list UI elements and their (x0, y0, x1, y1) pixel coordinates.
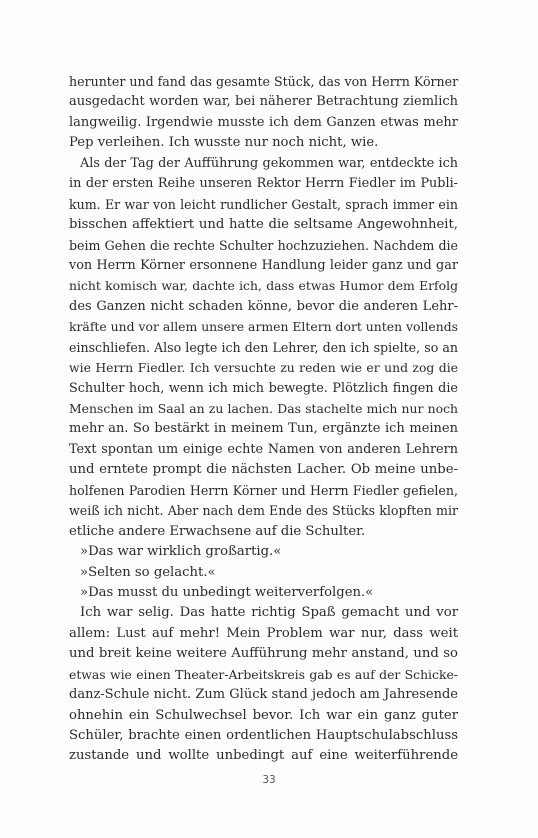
text-line: beim Gehen die rechte Schulter hochzuziehen. Nachdem die (69, 237, 458, 253)
text-line: kräfte und vor allem unsere armen Eltern dort unten vollends (69, 319, 458, 335)
text-line: Ich war selig. Das hatte richtig Spaß gemacht und vor (80, 605, 458, 621)
page-number: 33 (262, 774, 276, 786)
text-line: Schüler, brachte einen ordentlichen Hauptschulabschluss (69, 728, 458, 743)
text-line: einschliefen. Also legte ich den Lehrer, den ich spielte, so an (69, 339, 458, 355)
text-line: holfenen Parodien Herrn Körner und Herrn Fiedler gefielen, (69, 482, 458, 498)
text-line: des Ganzen nicht schaden könne, bevor die anderen Lehr- (69, 298, 458, 314)
text-line: Als der Tag der Aufführung gekommen war, entdeckte ich (80, 155, 458, 171)
text-line: Menschen im Saal an zu lachen. Das stachelte mich nur noch (69, 401, 458, 416)
text-line: und erntete prompt die nächsten Lacher. Ob meine unbe- (69, 462, 458, 478)
text-line: allem: Lust auf mehr! Mein Problem war nur, dass weit (69, 625, 458, 641)
text-line: Schulter hoch, wenn ich mich bewegte. Plötzlich fingen die (69, 380, 458, 396)
text-line: herunter und fand das gesamte Stück, das von Herrn Körner (69, 74, 459, 89)
text-line: mehr an. So bestärkt in meinem Tun, ergänzte ich meinen (69, 421, 458, 437)
text-line: etwas wie einen Theater-Arbeitskreis gab es auf der Schicke- (69, 666, 458, 682)
text-line: »Das musst du unbedingt weiterverfolgen.« (80, 584, 374, 600)
text-line: bisschen affektiert und hatte die seltsame Angewohnheit, (69, 217, 458, 233)
text-line: und breit keine weitere Aufführung mehr anstand, und so (69, 646, 458, 662)
text-line: wie Herrn Fiedler. Ich versuchte zu reden wie er und zog die (69, 360, 458, 376)
text-line: »Selten so gelacht.« (80, 564, 216, 580)
text-line: in der ersten Reihe unseren Rektor Herrn Fiedler im Publi- (69, 176, 458, 192)
text-line: langweilig. Irgendwie musste ich dem Ganzen etwas mehr (69, 114, 458, 130)
text-line: nicht komisch war, dachte ich, dass etwas Humor dem Erfolg (69, 278, 458, 294)
text-line: ohnehin ein Schulwechsel bevor. Ich war ein ganz guter (69, 707, 458, 723)
body-text (69, 72, 458, 767)
text-line: kum. Er war von leicht rundlicher Gestalt, sprach immer ein (69, 196, 458, 212)
text-line: von Herrn Körner ersonnene Handlung leider ganz und gar (69, 257, 458, 273)
text-line: danz-Schule nicht. Zum Glück stand jedoch am Jahresende (69, 687, 458, 703)
text-line: weiß ich nicht. Aber nach dem Ende des Stücks klopften mir (69, 503, 458, 519)
text-line: ausgedacht worden war, bei näherer Betrachtung ziemlich (69, 94, 458, 110)
text-line: Pep verleihen. Ich wusste nur noch nicht, wie. (69, 135, 379, 151)
text-line: »Das war wirklich großartig.« (80, 544, 282, 560)
text-line: etliche andere Erwachsene auf die Schulter. (69, 523, 366, 539)
text-line: Text spontan um einige echte Namen von anderen Lehrern (69, 441, 458, 457)
text-line: zustande und wollte unbedingt auf eine weiterführende (69, 748, 458, 764)
